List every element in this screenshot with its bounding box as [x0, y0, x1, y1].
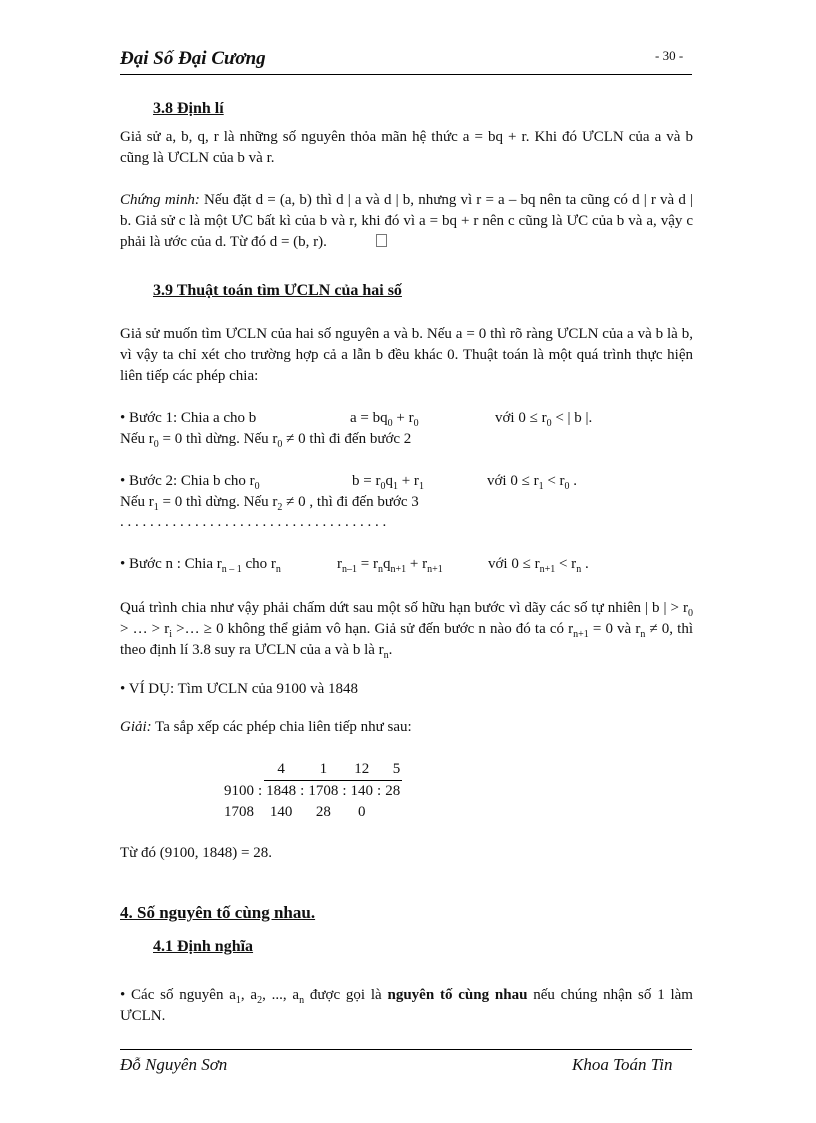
- footer-dept: Khoa Toán Tin: [572, 1055, 673, 1074]
- example-heading: • VÍ DỤ: Tìm ƯCLN của 9100 và 1848: [120, 681, 358, 697]
- algorithm-conclusion: Quá trình chia như vậy phải chấm dứt sau một số hữu hạn bước vì dãy các số tự nhiên | b | > $r_0$ > … > $r_i$ >… ≥ 0 không thể giảm vô hạn. Giả sử đến bước n nào đó ta có $r_{n+1} = 0$ và $r_n \ne 0$, thì theo định lí 3.8 suy ra ƯCLN của a và b là $r_n$.: [120, 600, 693, 661]
- quotient-row: 4 1 12 5: [222, 759, 402, 781]
- footer-rule: [120, 1049, 692, 1050]
- remainder-row: 1708 140 28 0: [224, 804, 366, 820]
- section-4-1-title: 4.1 Định nghĩa: [153, 938, 254, 955]
- example-result: Từ đó (9100, 1848) = 28.: [120, 845, 272, 861]
- step-1-condition: Nếu $r_0 = 0$ thì dừng. Nếu $r_0 \ne 0$ thì đi đến bước 2: [120, 431, 412, 450]
- step-2-condition: Nếu $r_1 = 0$ thì dừng. Nếu $r_2 \ne 0$ , thì đi đến bước 3: [120, 494, 419, 513]
- step-2: • Bước 2: Chia b cho $r_0$ $b = r_0q_1 + r_1$ với $0 \le r_1 < r_0$ .: [120, 473, 578, 492]
- step-1: • Bước 1: Chia a cho b $a = bq_0 + r_0$ với $0 \le r_0$ < | b |.: [120, 410, 593, 429]
- proof-label: Chứng minh:: [120, 192, 200, 208]
- header-title: Đại Số Đại Cương: [120, 48, 266, 69]
- page-number: - 30 -: [655, 48, 684, 63]
- theorem-3-8-text: Giả sử a, b, q, r là những số nguyên thỏa mãn hệ thức a = bq + r. Khi đó ƯCLN của a và b cũng là ƯCLN của b và r.: [120, 129, 693, 166]
- solution-line: Giải: Ta sắp xếp các phép chia liên tiếp như sau:: [120, 719, 412, 735]
- proof-text: Nếu đặt d = (a, b) thì d | a và d | b, nhưng vì r = a – bq nên ta cũng có d | r và d | b. Giả sử c là một ƯC bất kì của b và r, khi đó vì a = bq + r nên c cũng là ƯC của b và a, vậy c phải là ước của d. Từ đó d = (b, r).: [120, 192, 693, 250]
- dividend-row: 9100 : 1848 : 1708 : 140 : 28: [224, 782, 401, 799]
- section-3-9-title: 3.9 Thuật toán tìm ƯCLN của hai số: [153, 282, 402, 299]
- header-rule: [120, 74, 692, 75]
- section-4-title: 4. Số nguyên tố cùng nhau.: [120, 903, 316, 922]
- algorithm-intro: Giả sử muốn tìm ƯCLN của hai số nguyên a và b. Nếu a = 0 thì rõ ràng ƯCLN của a và b là b, vì vậy ta chỉ xét cho trường hợp cả a lẫn b đều khác 0. Thuật toán là một quá trình thực hiện liên tiếp các phép chia:: [120, 326, 693, 384]
- proof-3-8: [120, 190, 693, 253]
- definition-4-1: • Các số nguyên $a_1$, $a_2$, ..., $a_n$ được gọi là nguyên tố cùng nhau nếu chúng nhận số 1 làm ƯCLN.: [120, 987, 693, 1024]
- section-3-8-title: 3.8 Định lí: [153, 100, 224, 117]
- division-table: [222, 759, 402, 823]
- footer-author: Đỗ Nguyên Sơn: [120, 1055, 228, 1074]
- ellipsis-dots: . . . . . . . . . . . . . . . . . . . . . . . . . . . . . . . . . . . .: [120, 514, 387, 530]
- qed-box-icon: [376, 234, 387, 247]
- step-n: • Bước n : Chia $r_{n - 1}$ cho $r_n$ $r_{n-1} = r_nq_{n+1} + r_{n+1}$ với $0 \le r_{n+1} < r_n$ .: [120, 556, 589, 575]
